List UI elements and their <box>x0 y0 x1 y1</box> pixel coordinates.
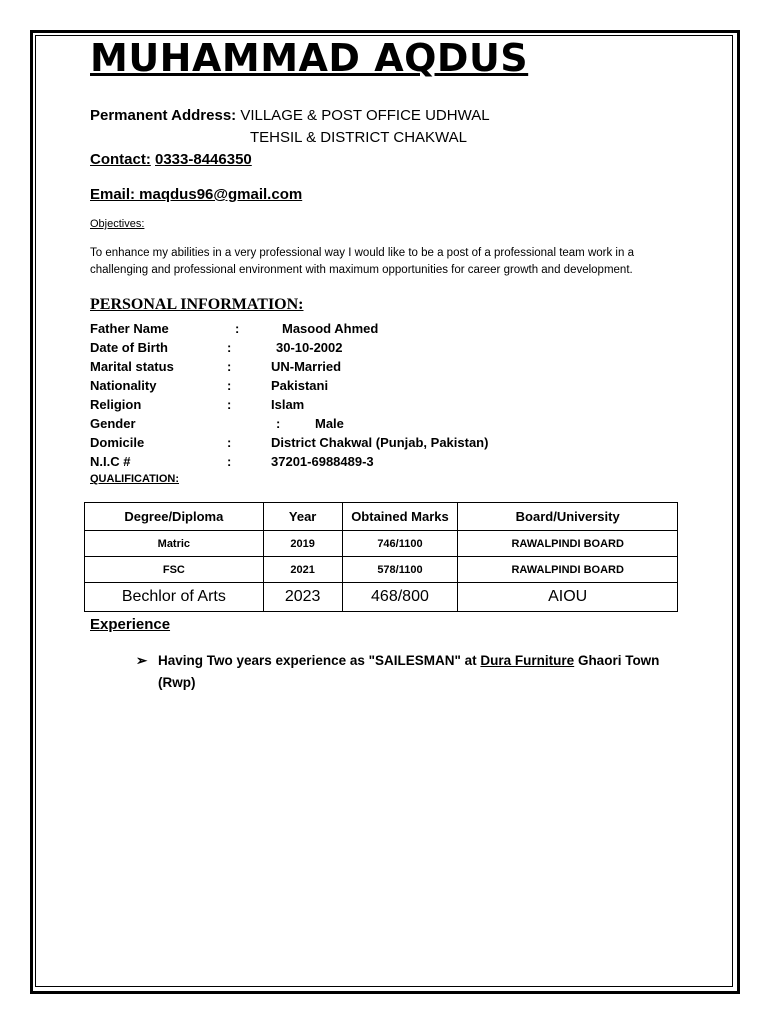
table-cell: AIOU <box>458 583 678 612</box>
info-value: UN-Married <box>271 359 342 374</box>
info-sep: : <box>276 416 281 431</box>
objectives-text: To enhance my abilities in a very professional way I would like to be a post of a professional team work in a challenging and professional environment with maximum opportunities for career growth and development. <box>90 247 634 276</box>
table-cell: Bechlor of Arts <box>85 583 264 612</box>
info-value: Masood Ahmed <box>282 321 379 336</box>
qualification-heading: QUALIFICATION: <box>90 473 180 485</box>
contact-value: 0333-8446350 <box>155 151 252 168</box>
table-header-row <box>85 503 678 531</box>
info-value: Pakistani <box>271 378 329 393</box>
experience-text <box>158 650 678 694</box>
table-cell: FSC <box>85 557 264 583</box>
info-key: Date of Birth <box>90 340 168 355</box>
info-sep: : <box>235 321 240 336</box>
column-header: Board/University <box>458 503 678 531</box>
personal-info-heading: PERSONAL INFORMATION: <box>90 296 304 313</box>
info-value: 30-10-2002 <box>276 340 343 355</box>
table-cell: 468/800 <box>342 583 458 612</box>
info-key: Domicile <box>90 435 145 450</box>
experience-prefix: Having Two years experience as "SAILESMAN" at <box>158 653 481 668</box>
table-cell: 746/1100 <box>342 531 458 557</box>
info-key: Marital status <box>90 359 174 374</box>
info-key: N.I.C # <box>90 454 131 469</box>
email: Email: maqdus96@gmail.com <box>90 186 303 203</box>
info-value: District Chakwal (Punjab, Pakistan) <box>271 435 489 450</box>
info-sep: : <box>227 397 232 412</box>
info-sep: : <box>227 359 232 374</box>
table-cell: 2021 <box>263 557 342 583</box>
permanent-address <box>90 107 490 124</box>
objectives-heading: Objectives: <box>90 218 145 230</box>
table-cell: RAWALPINDI BOARD <box>458 531 678 557</box>
table-cell: 578/1100 <box>342 557 458 583</box>
table-cell: Matric <box>85 531 264 557</box>
column-header: Degree/Diploma <box>85 503 264 531</box>
info-sep: : <box>227 435 232 450</box>
table-row <box>85 583 678 612</box>
column-header: Obtained Marks <box>342 503 458 531</box>
info-key: Gender <box>90 416 136 431</box>
address-line2: TEHSIL & DISTRICT CHAKWAL <box>250 129 467 146</box>
info-sep: : <box>227 340 232 355</box>
info-value: Male <box>315 416 344 431</box>
experience-suffix: Ghaori Town (Rwp) <box>158 653 660 690</box>
experience-company: Dura Furniture <box>480 653 575 668</box>
info-key: Father Name <box>90 321 169 336</box>
info-value: Islam <box>271 397 305 412</box>
table-cell: 2019 <box>263 531 342 557</box>
candidate-name: MUHAMMAD AQDUS <box>90 36 529 80</box>
table-row <box>85 531 678 557</box>
info-sep: : <box>227 454 232 469</box>
table-cell: 2023 <box>263 583 342 612</box>
contact <box>90 151 252 168</box>
table-row <box>85 557 678 583</box>
address-label: Permanent Address: <box>90 107 237 124</box>
qualification-table <box>84 502 678 612</box>
info-sep: : <box>227 378 232 393</box>
info-key: Nationality <box>90 378 157 393</box>
info-value: 37201-6988489-3 <box>271 454 374 469</box>
contact-label: Contact: <box>90 151 151 168</box>
arrow-bullet-icon: ➢ <box>136 653 148 668</box>
column-header: Year <box>263 503 342 531</box>
address-line1: VILLAGE & POST OFFICE UDHWAL <box>240 107 490 124</box>
info-key: Religion <box>90 397 142 412</box>
experience-heading: Experience <box>90 616 171 633</box>
table-cell: RAWALPINDI BOARD <box>458 557 678 583</box>
